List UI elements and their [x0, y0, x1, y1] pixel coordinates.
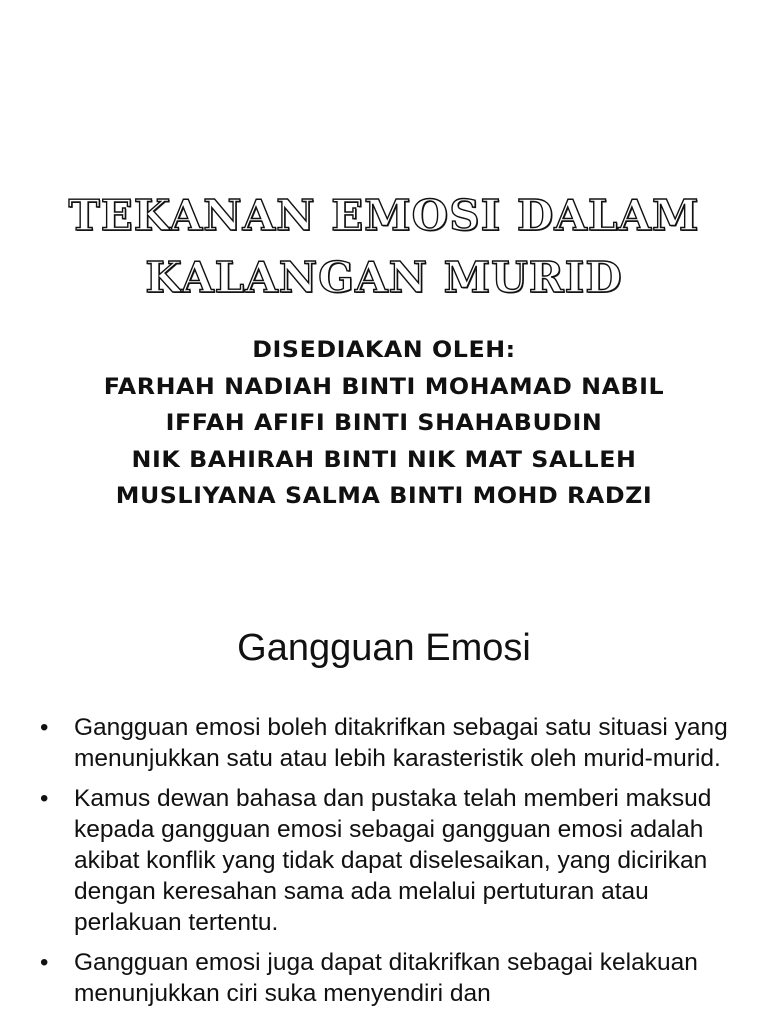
author-name: NIK BAHIRAH BINTI NIK MAT SALLEH	[131, 447, 637, 473]
author-name: FARHAH NADIAH BINTI MOHAMAD NABIL	[103, 374, 665, 400]
slide-heading: Gangguan Emosi	[237, 627, 531, 669]
author-name: IFFAH AFIFI BINTI SHAHABUDIN	[165, 411, 603, 436]
bullet-icon: •	[40, 714, 49, 741]
title-line-2: KALANGAN MURID	[145, 253, 623, 302]
bullet-item	[40, 783, 730, 938]
bullet-icon: •	[40, 949, 49, 976]
bullet-item	[40, 947, 730, 1009]
bullet-list	[40, 712, 730, 1018]
bullet-text: Gangguan emosi boleh ditakrifkan sebagai satu situasi yang menunjukkan satu atau lebih karasteristik oleh murid-murid.	[74, 714, 728, 772]
bullet-item	[40, 712, 730, 774]
bullet-text: Gangguan emosi juga dapat ditakrifkan sebagai kelakuan menunjukkan ciri suka menyendiri dan	[74, 949, 698, 1007]
bullet-icon: •	[40, 785, 49, 812]
prepared-by-label: DISEDIAKAN OLEH:	[252, 338, 516, 363]
title-line-1: TEKANAN EMOSI DALAM	[68, 191, 700, 240]
authors-list	[0, 333, 768, 516]
bullet-text: Kamus dewan bahasa dan pustaka telah memberi maksud kepada gangguan emosi sebagai gangguan emosi adalah akibat konflik yang tidak dapat diselesaikan, yang dicirikan dengan keresahan sama ada melalui pertuturan atau perlakuan tertentu.	[74, 785, 712, 936]
presentation-title	[0, 185, 768, 309]
author-name: MUSLIYANA SALMA BINTI MOHD RADZI	[115, 484, 653, 509]
